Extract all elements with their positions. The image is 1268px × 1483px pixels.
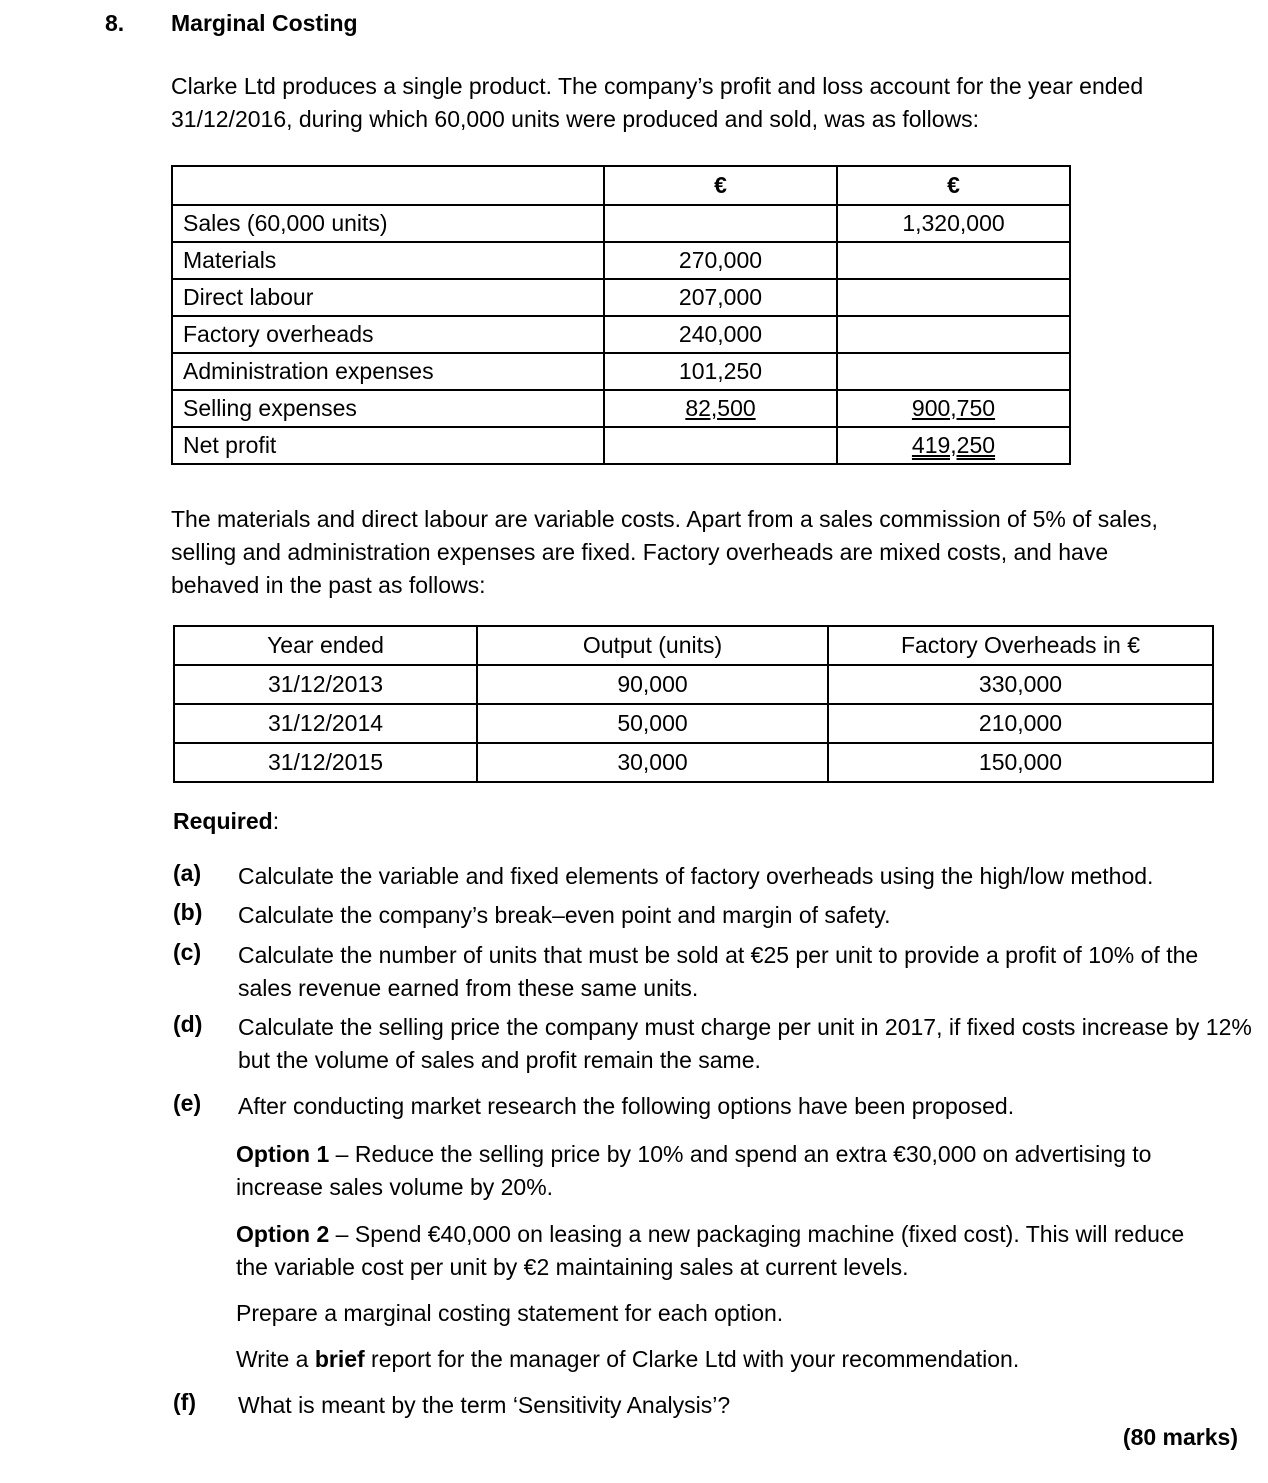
item-text-a: Calculate the variable and fixed elements of factory overheads using the high/low method.: [238, 863, 1154, 889]
header-cell: [172, 166, 604, 205]
total-marks: (80 marks): [1122, 1424, 1238, 1450]
option-1-text: – Reduce the selling price by 10% and spend an extra €30,000 on advertising to increase sales volume by 20%.: [236, 1141, 1152, 1200]
option-2-label: Option 2: [236, 1221, 330, 1247]
table-header-row: [174, 626, 1213, 665]
option-1: [236, 1138, 1216, 1204]
row-value: 82,500: [604, 390, 837, 427]
table-row: [172, 316, 1070, 353]
required-heading-colon: :: [272, 808, 280, 834]
item-text-e: After conducting market research the following options have been proposed.: [238, 1093, 1015, 1119]
table-row: [172, 242, 1070, 279]
item-label-f: (f): [173, 1389, 196, 1415]
table-row: [174, 743, 1213, 782]
row-label: Sales (60,000 units): [172, 205, 604, 242]
table-cell: 31/12/2013: [174, 665, 477, 704]
prepare-instruction: Prepare a marginal costing statement for each option.: [236, 1300, 784, 1326]
row-total: [837, 279, 1070, 316]
table-cell: 90,000: [477, 665, 828, 704]
table-row: [174, 665, 1213, 704]
row-label: Administration expenses: [172, 353, 604, 390]
table-cell: 210,000: [828, 704, 1213, 743]
table-header-row: [172, 166, 1070, 205]
item-text-b: Calculate the company’s break–even point and margin of safety.: [238, 902, 891, 928]
row-value: 101,250: [604, 353, 837, 390]
row-label: Materials: [172, 242, 604, 279]
item-label-b: (b): [173, 899, 203, 925]
table-row: [172, 427, 1070, 464]
profit-loss-table: [171, 165, 1071, 465]
row-label: Net profit: [172, 427, 604, 464]
required-heading-text: Required: [173, 808, 273, 834]
option-2-text: – Spend €40,000 on leasing a new packaging machine (fixed cost). This will reduce the variable cost per unit by €2 maintaining sales at current levels.: [236, 1221, 1185, 1280]
table-row: [172, 205, 1070, 242]
question-title: Marginal Costing: [171, 10, 358, 36]
header-cell: €: [837, 166, 1070, 205]
report-text-before: Write a: [236, 1346, 315, 1372]
table-row: [174, 704, 1213, 743]
header-cell: Year ended: [174, 626, 477, 665]
item-text-f: What is meant by the term ‘Sensitivity Analysis’?: [238, 1392, 731, 1418]
table-row: [172, 279, 1070, 316]
table-cell: 31/12/2014: [174, 704, 477, 743]
item-label-a: (a): [173, 860, 202, 886]
row-value: [604, 427, 837, 464]
required-heading: [173, 808, 279, 835]
item-text-d: Calculate the selling price the company must charge per unit in 2017, if fixed costs increase by 12% but the volume of sales and profit remain the same.: [238, 1014, 1252, 1073]
table-row: [172, 353, 1070, 390]
row-value: 240,000: [604, 316, 837, 353]
option-2: [236, 1218, 1186, 1284]
row-total: [837, 353, 1070, 390]
table-cell: 330,000: [828, 665, 1213, 704]
question-number: 8.: [105, 10, 125, 36]
row-label: Factory overheads: [172, 316, 604, 353]
row-value: 207,000: [604, 279, 837, 316]
item-label-e: (e): [173, 1090, 202, 1116]
row-total: 900,750: [837, 390, 1070, 427]
header-cell: Output (units): [477, 626, 828, 665]
table-cell: 150,000: [828, 743, 1213, 782]
report-instruction: [236, 1343, 1246, 1376]
row-total: [837, 242, 1070, 279]
table-cell: 31/12/2015: [174, 743, 477, 782]
item-label-d: (d): [173, 1011, 203, 1037]
report-text-bold: brief: [314, 1346, 365, 1372]
table-row: [172, 390, 1070, 427]
item-text-c: Calculate the number of units that must be sold at €25 per unit to provide a profit of 10% of the sales revenue earned from these same units.: [238, 942, 1199, 1001]
row-value: [604, 205, 837, 242]
table-cell: 50,000: [477, 704, 828, 743]
header-cell: Factory Overheads in €: [828, 626, 1213, 665]
row-label: Selling expenses: [172, 390, 604, 427]
row-label: Direct labour: [172, 279, 604, 316]
report-text-after: report for the manager of Clarke Ltd with your recommendation.: [364, 1346, 1020, 1372]
row-total: [837, 316, 1070, 353]
option-1-label: Option 1: [236, 1141, 330, 1167]
row-total: 419,250: [837, 427, 1070, 464]
item-label-c: (c): [173, 939, 202, 965]
row-total: 1,320,000: [837, 205, 1070, 242]
table-cell: 30,000: [477, 743, 828, 782]
header-cell: €: [604, 166, 837, 205]
overheads-table: [173, 625, 1214, 783]
intro-paragraph: Clarke Ltd produces a single product. The company’s profit and loss account for the year ended 31/12/2016, during which 60,000 units were produced and sold, was as follows:: [171, 73, 1144, 132]
row-value: 270,000: [604, 242, 837, 279]
costs-paragraph: The materials and direct labour are variable costs. Apart from a sales commission of 5% of sales, selling and administration expenses are fixed. Factory overheads are mixed costs, and have behaved in the past as follows:: [171, 506, 1158, 598]
